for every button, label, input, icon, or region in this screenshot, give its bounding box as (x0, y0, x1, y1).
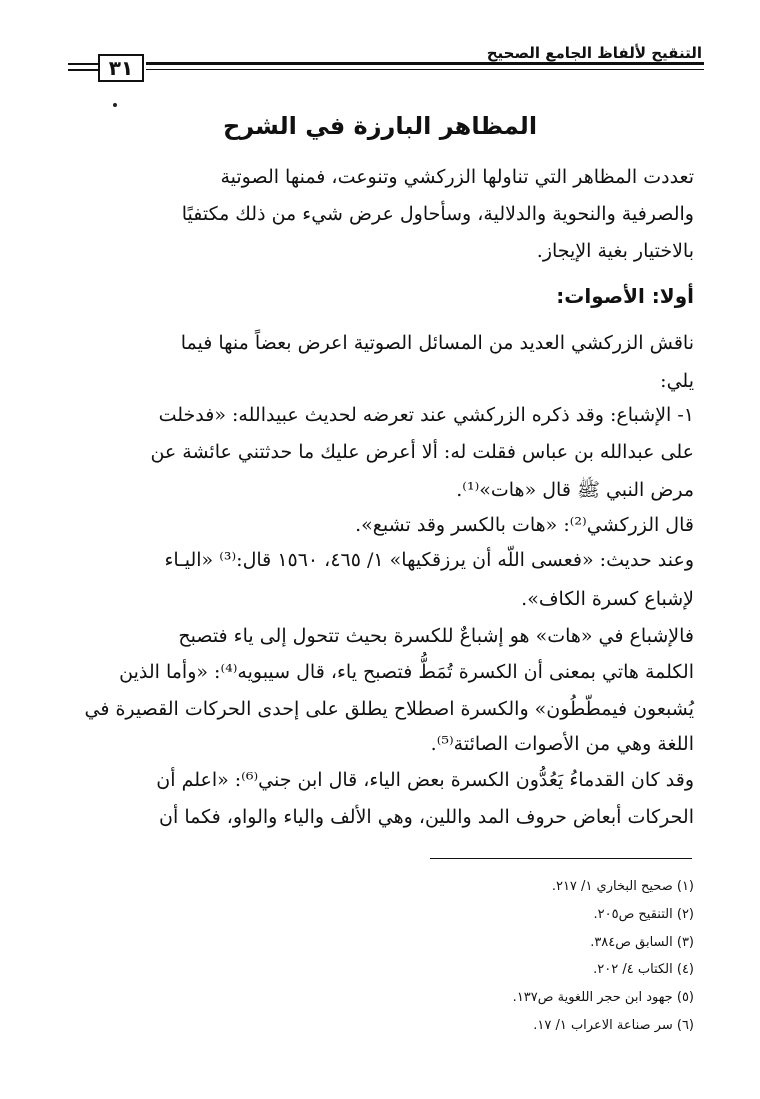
body-line-7: على عبدالله بن عباس فقلت له: ألا أعرض عليك ما حدثتني عائشة عن (150, 441, 694, 463)
footnote-separator (430, 858, 692, 859)
body-line-13: الكلمة هاتي بمعنى أن الكسرة تُمَطُّ فتصبح ياء، قال سيبويه⁽⁴⁾: «وأما الذين (119, 661, 694, 683)
body-line-4: ناقش الزركشي العديد من المسائل الصوتية اعرض بعضاً منها فيما (180, 332, 694, 354)
body-line-9: قال الزركشي⁽²⁾: «هات بالكسر وقد تشبع». (355, 514, 694, 536)
body-line-8: مرض النبي ﷺ قال «هات»⁽¹⁾. (456, 479, 694, 501)
body-line-5: يلي: (660, 370, 694, 392)
footnote-4: (٤) الكتاب ٤/ ٢٠٢. (593, 962, 694, 977)
body-line-6: ١- الإشباع: وقد ذكره الزركشي عند تعرضه لحديث عبيدالله: «فدخلت (158, 404, 694, 426)
body-line-2: والصرفية والنحوية والدلالية، وسأحاول عرض شيء من ذلك مكتفيًا (181, 203, 694, 225)
page-number: ٣١ (98, 54, 144, 82)
header-rule-thin (146, 69, 704, 70)
body-line-1: تعددت المظاهر التي تناولها الزركشي وتنوعت، فمنها الصوتية (220, 166, 694, 188)
footnote-1: (١) صحيح البخاري ١/ ٢١٧. (551, 879, 694, 894)
body-line-14: يُشبعون فيمطّطُون» والكسرة اصطلاح يطلق على إحدى الحركات القصيرة في (84, 698, 694, 720)
running-header-title: التنقيح لألفاظ الجامع الصحيح (486, 44, 702, 62)
body-line-3: بالاختيار بغية الإيجاز. (536, 240, 694, 262)
body-line-16: وقد كان القدماءُ يَعُدُّون الكسرة بعض الياء، قال ابن جني⁽⁶⁾: «اعلم أن (156, 769, 694, 791)
footnote-3: (٣) السابق ص٣٨٤. (590, 935, 694, 950)
section-heading: المظاهر البارزة في الشرح (222, 112, 538, 140)
footnote-2: (٢) التنقيح ص٢٠٥. (593, 907, 694, 922)
subheading-sounds: أولا: الأصوات: (556, 284, 694, 308)
ink-dot (113, 103, 117, 107)
body-line-11: لإشباع كسرة الكاف». (521, 588, 694, 610)
body-line-17: الحركات أبعاض حروف المد واللين، وهي الألف والياء والواو، فكما أن (159, 806, 694, 828)
footnote-5: (٥) جهود ابن حجر اللغوية ص١٣٧. (512, 990, 694, 1005)
header-rule-thick (146, 62, 704, 65)
body-line-15: اللغة وهي من الأصوات الصائتة⁽⁵⁾. (430, 733, 694, 755)
body-line-10: وعند حديث: «فعسى اللّه أن يرزقكيها» ١/ ٤٦٥، ١٥٦٠ قال:⁽³⁾ «اليـاء (164, 549, 694, 571)
header-rule-left-top (68, 63, 98, 65)
body-line-12: فالإشباع في «هات» هو إشباعٌ للكسرة بحيث تتحول إلى ياء فتصبح (178, 625, 694, 647)
footnote-6: (٦) سر صناعة الاعراب ١/ ١٧. (533, 1018, 694, 1033)
header-rule-left-bottom (68, 69, 98, 71)
